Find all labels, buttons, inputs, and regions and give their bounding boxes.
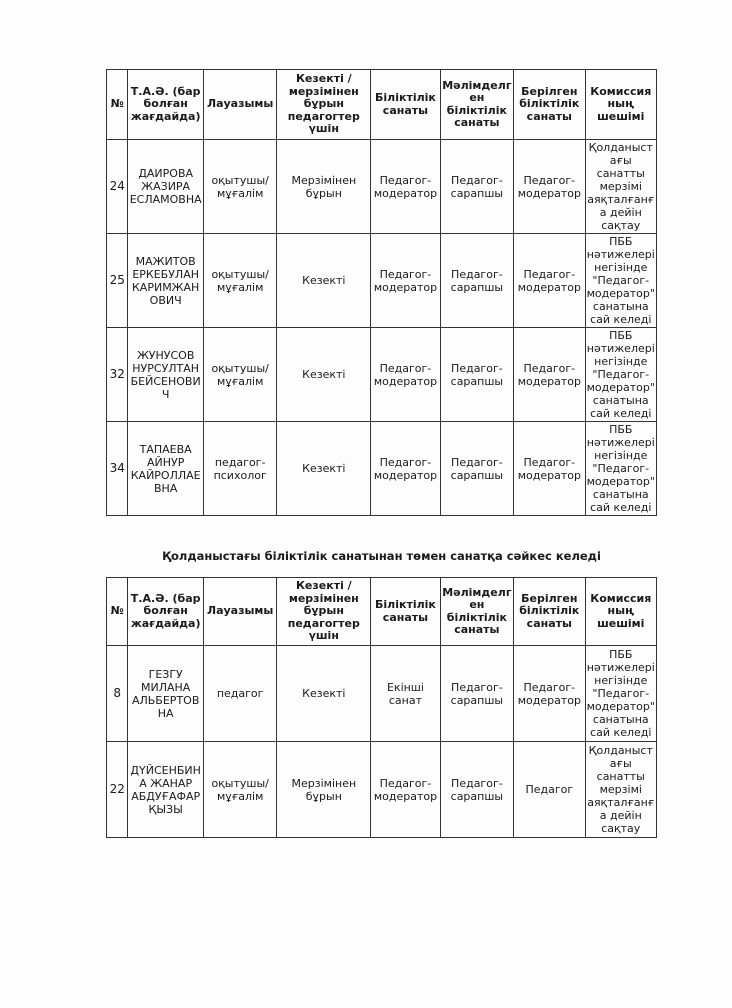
header-decision: Комиссияның шешімі [585, 70, 656, 140]
header-category: Біліктілік санаты [371, 578, 440, 646]
table-row [107, 140, 657, 234]
cell-position: оқытушы/мұғалім [203, 234, 276, 328]
cell-name: ТАПАЕВА АЙНУР КАЙРОЛЛАЕВНА [128, 422, 204, 516]
cell-declared: Педагог-сарапшы [440, 646, 513, 742]
header-order: Кезекті / мерзімінен бұрын педагогтер үшін [277, 70, 371, 140]
cell-position: педагог-психолог [203, 422, 276, 516]
cell-decision: ПББ нәтижелері негізінде "Педагог-модератор" санатына сай келеді [586, 423, 655, 514]
cell-no: 8 [107, 646, 128, 742]
cell-decision: ПББ нәтижелері негізінде "Педагог-модератор" санатына сай келеді [586, 329, 655, 420]
table-row [107, 646, 657, 742]
header-position: Лауазымы [203, 70, 276, 140]
header-name: Т.А.Ә. (бар болған жағдайда) [128, 70, 204, 140]
header-no: № [107, 578, 128, 646]
cell-given: Педагог-модератор [514, 646, 585, 742]
cell-declared: Педагог-сарапшы [440, 742, 513, 838]
cell-given: Педагог [514, 742, 585, 838]
cell-position: оқытушы/мұғалім [203, 140, 276, 234]
cell-order: Кезекті [277, 422, 371, 516]
cell-declared: Педагог-сарапшы [440, 422, 513, 516]
table-row [107, 742, 657, 838]
certification-table-2 [106, 577, 657, 838]
header-given: Берілген біліктілік санаты [514, 578, 585, 646]
header-no: № [107, 70, 128, 140]
cell-name: ЖУНУСОВ НУРСУЛТАН БЕЙСЕНОВИЧ [128, 328, 204, 422]
cell-category: Педагог-модератор [371, 742, 440, 838]
cell-category: Педагог-модератор [371, 422, 440, 516]
cell-no: 22 [107, 742, 128, 838]
header-decision: Комиссияның шешімі [585, 578, 656, 646]
header-name: Т.А.Ә. (бар болған жағдайда) [128, 578, 204, 646]
cell-decision: Қолданыстағы санатты мерзімі аяқталғанға дейін сақтау [585, 742, 656, 838]
cell-no: 34 [107, 422, 128, 516]
header-category: Біліктілік санаты [371, 70, 440, 140]
cell-name: ДҮЙСЕНБИНА ЖАНАР АБДУҒАФАРҚЫЗЫ [128, 742, 204, 838]
cell-category: Педагог-модератор [371, 234, 440, 328]
cell-no: 32 [107, 328, 128, 422]
cell-decision: ПББ нәтижелері негізінде "Педагог-модератор" санатына сай келеді [585, 646, 656, 742]
table-row [107, 234, 657, 328]
cell-name: МАЖИТОВ ЕРКЕБУЛАН КАРИМЖАНОВИЧ [128, 234, 204, 328]
table-row [107, 422, 657, 516]
header-position: Лауазымы [203, 578, 276, 646]
cell-position: педагог [203, 646, 276, 742]
cell-no: 25 [107, 234, 128, 328]
cell-declared: Педагог-сарапшы [440, 140, 513, 234]
cell-order: Мерзімінен бұрын [277, 140, 371, 234]
header-order: Кезекті / мерзімінен бұрын педагогтер үшін [277, 578, 371, 646]
table-row [107, 328, 657, 422]
cell-order: Кезекті [277, 328, 371, 422]
certification-table-1 [106, 69, 657, 516]
cell-given: Педагог-модератор [514, 328, 585, 422]
cell-order: Мерзімінен бұрын [277, 742, 371, 838]
section-heading: Қолданыстағы біліктілік санатынан төмен санатқа сәйкес келеді [162, 549, 601, 563]
header-declared: Мәлімделген біліктілік санаты [440, 578, 513, 646]
cell-declared: Педагог-сарапшы [440, 234, 513, 328]
cell-category: Педагог-модератор [371, 140, 440, 234]
cell-declared: Педагог-сарапшы [440, 328, 513, 422]
header-declared: Мәлімделген біліктілік санаты [440, 70, 513, 140]
cell-order: Кезекті [277, 234, 371, 328]
cell-category: Екінші санат [371, 646, 440, 742]
cell-name: ГЕЗГУ МИЛАНА АЛЬБЕРТОВНА [128, 646, 204, 742]
cell-given: Педагог-модератор [514, 140, 585, 234]
header-given: Берілген біліктілік санаты [514, 70, 585, 140]
cell-position: оқытушы/мұғалім [203, 328, 276, 422]
cell-order: Кезекті [277, 646, 371, 742]
cell-name: ДАИРОВА ЖАЗИРА ЕСЛАМОВНА [128, 140, 204, 234]
cell-decision: ПББ нәтижелері негізінде "Педагог-модератор" санатына сай келеді [586, 235, 655, 326]
table-header-row [107, 70, 657, 140]
table-header-row [107, 578, 657, 646]
cell-category: Педагог-модератор [371, 328, 440, 422]
cell-no: 24 [107, 140, 128, 234]
cell-given: Педагог-модератор [514, 234, 585, 328]
cell-given: Педагог-модератор [514, 422, 585, 516]
cell-decision: Қолданыстағы санатты мерзімі аяқталғанға дейін сақтау [585, 140, 656, 234]
cell-position: оқытушы/мұғалім [203, 742, 276, 838]
